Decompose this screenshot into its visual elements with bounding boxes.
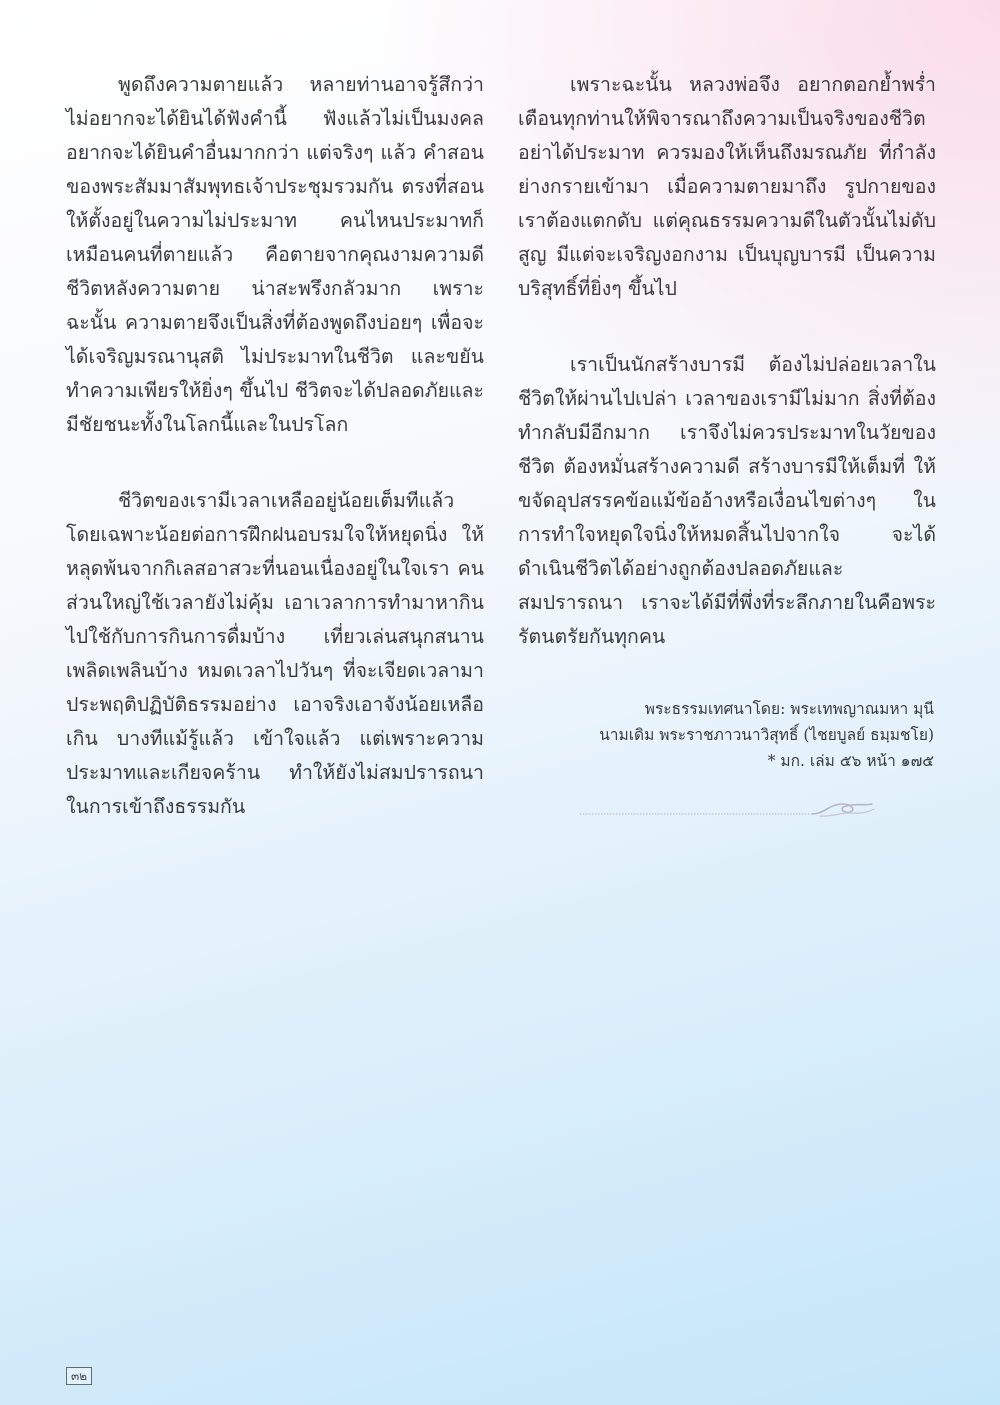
page-number: ๓๒ <box>66 1367 92 1385</box>
right-column <box>518 68 936 774</box>
paragraph: พูดถึงความตายแล้ว หลายท่านอาจรู้สึกว่าไม่อยากจะได้ยินได้ฟังคำนี้ ฟังแล้วไม่เป็นมงคล อยากจะได้ยินคำอื่นมากกว่า แต่จริงๆ แล้ว คำสอนของพระสัมมาสัมพุทธเจ้าประชุมรวมกัน ตรงที่สอนให้ตั้งอยู่ในความไม่ประมาท คนไหนประมาทก็เหมือนคนที่ตายแล้ว คือตายจากคุณงามความดี ชีวิตหลังความตาย น่าสะพรึงกลัวมาก เพราะฉะนั้น ความตายจึงเป็นสิ่งที่ต้องพูดถึงบ่อยๆ เพื่อจะได้เจริญมรณานุสติ ไม่ประมาทในชีวิต และขยันทำความเพียรให้ยิ่งๆ ขึ้นไป ชีวิตจะได้ปลอดภัยและมีชัยชนะทั้งในโลกนี้และในปรโลก <box>66 73 484 436</box>
attribution-source: * มก. เล่ม ๕๖ หน้า ๑๗๕ <box>767 752 934 770</box>
attribution-former-name: นามเดิม พระราชภาวนาวิสุทธิ์ (ไชยบูลย์ ธมฺมชโย) <box>599 726 934 744</box>
swirl-divider-icon <box>580 792 880 822</box>
paragraph: เราเป็นนักสร้างบารมี ต้องไม่ปล่อยเวลาในชีวิตให้ผ่านไปเปล่า เวลาของเรามีไม่มาก สิ่งที่ต้องทำกลับมีอีกมาก เราจึงไม่ควรประมาทในวัยของชีวิต ต้องหมั่นสร้างความดี สร้างบารมีให้เต็มที่ ให้ขจัดอุปสรรคข้อแม้ข้ออ้างหรือเงื่อนไขต่างๆ ในการทำใจหยุดใจนิ่งให้หมดสิ้นไปจากใจ จะได้ดำเนินชีวิตได้อย่างถูกต้องปลอดภัยและสมปรารถนา เราจะได้มีที่พึ่งที่ระลึกภายในคือพระรัตนตรัยกันทุกคน <box>518 353 936 648</box>
paragraph: ชีวิตของเรามีเวลาเหลืออยู่น้อยเต็มทีแล้ว โดยเฉพาะน้อยต่อการฝึกฝนอบรมใจให้หยุดนิ่ง ให้หลุดพ้นจากกิเลสอาสวะที่นอนเนื่องอยู่ในใจเรา คนส่วนใหญ่ใช้เวลายังไม่คุ้ม เอาเวลาการทำมาหากิน ไปใช้กับการกินการดื่มบ้าง เที่ยวเล่นสนุกสนานเพลิดเพลินบ้าง หมดเวลาไปวันๆ ที่จะเจียดเวลามาประพฤติปฏิบัติธรรมอย่าง เอาจริงเอาจังน้อยเหลือเกิน บางทีแม้รู้แล้ว เข้าใจแล้ว แต่เพราะความประมาทและเกียจคร้าน ทำให้ยังไม่สมปรารถนาในการเข้าถึงธรรมกัน <box>66 489 484 818</box>
sermon-attribution <box>518 696 936 774</box>
attribution-speaker: พระธรรมเทศนาโดย: พระเทพญาณมหา มุนี <box>644 700 934 718</box>
left-column <box>66 68 484 866</box>
paragraph: เพราะฉะนั้น หลวงพ่อจึง อยากตอกย้ำพร่ำเตือนทุกท่านให้พิจารณาถึงความเป็นจริงของชีวิต อย่าได้ประมาท ควรมองให้เห็นถึงมรณภัย ที่กำลังย่างกรายเข้ามา เมื่อความตายมาถึง รูปกายของเราต้องแตกดับ แต่คุณธรรมความดีในตัวนั้นไม่ดับสูญ มีแต่จะเจริญงอกงาม เป็นบุญบารมี เป็นความบริสุทธิ์ที่ยิ่งๆ ขึ้นไป <box>518 73 936 300</box>
